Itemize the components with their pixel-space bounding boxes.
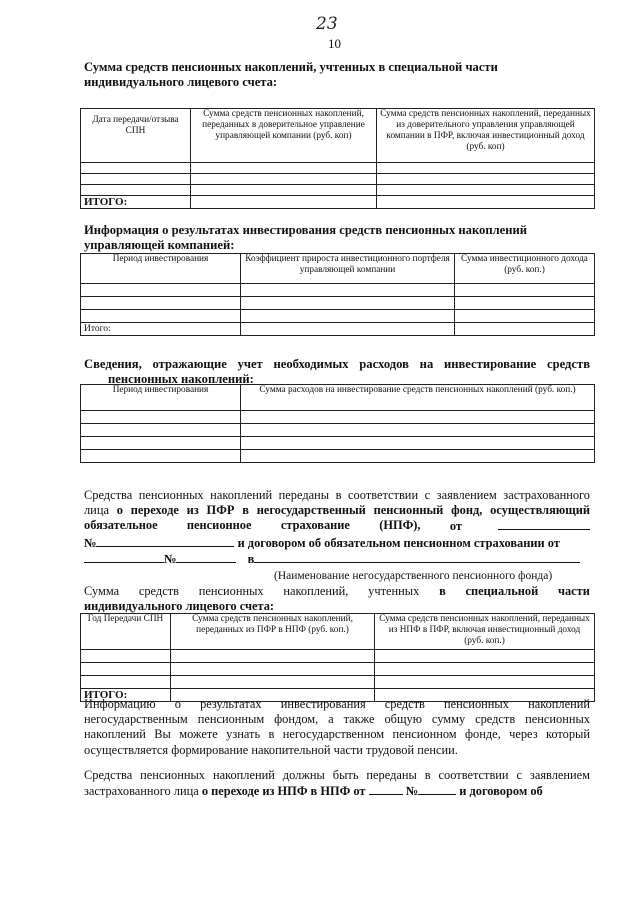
section3-table <box>80 384 595 463</box>
section4-heading <box>84 584 590 614</box>
contract-number-blank[interactable] <box>176 551 236 563</box>
info-line2: негосударственным пенсионным фондом, а также общую сумму средств пенсионных <box>84 712 590 727</box>
section2-table <box>80 253 595 336</box>
table-row <box>81 411 595 424</box>
info-line3: накоплений Вы можете узнать в негосударственном пенсионном фонде, через который <box>84 727 590 742</box>
table-row <box>81 284 595 297</box>
section1-total-label: ИТОГО: <box>81 196 191 209</box>
npf-number-blank[interactable] <box>418 783 456 795</box>
date-blank[interactable] <box>498 518 590 530</box>
section1-table <box>80 108 595 209</box>
info-paragraph <box>84 697 590 758</box>
transfer-line3: обязательное пенсионное страхование (НПФ), от <box>84 518 590 534</box>
npf-date-blank[interactable] <box>369 783 403 795</box>
section2-col-period: Период инвестирования <box>81 254 241 284</box>
transfer-paragraph <box>84 488 590 584</box>
page-number: 10 <box>328 36 341 51</box>
table-row <box>81 424 595 437</box>
final-line2: застрахованного лица о переходе из НПФ в НПФ от № и договором об <box>84 784 543 799</box>
table-row <box>81 185 595 196</box>
transfer-line2: лица о переходе из ПФР в негосударственный пенсионный фонд, осуществляющий <box>84 503 590 518</box>
section1-heading <box>84 60 564 90</box>
section4-total-label: ИТОГО: <box>81 689 171 702</box>
section4-col-year: Год Передачи СПН <box>81 614 171 650</box>
section2-heading-line2: управляющей компанией: <box>84 238 235 252</box>
section4-heading-line1: Сумма средств пенсионных накоплений, учтенных в специальной части <box>84 584 590 598</box>
section2-col-coefficient: Коэффициент прироста инвестиционного портфеля управляющей компании <box>241 254 455 284</box>
section4-col-to-npf: Сумма средств пенсионных накоплений, переданных из ПФР в НПФ (руб. коп.) <box>171 614 375 650</box>
table-row <box>81 676 595 689</box>
statement-number-blank[interactable] <box>96 535 234 547</box>
table-row <box>81 310 595 323</box>
section3-heading-line1: Сведения, отражающие учет необходимых расходов на инвестирование средств <box>84 357 590 371</box>
table-row <box>81 297 595 310</box>
transfer-line5: № в <box>84 551 590 567</box>
section4-table <box>80 613 595 702</box>
section2-heading <box>84 223 564 253</box>
section3-heading <box>84 357 590 387</box>
section4-col-to-pfr: Сумма средств пенсионных накоплений, переданных из НПФ в ПФР, включая инвестиционный доход (руб. коп.) <box>375 614 595 650</box>
transfer-line1: Средства пенсионных накоплений переданы в соответствии с заявлением застрахованного <box>84 488 590 502</box>
contract-date-blank[interactable] <box>84 551 164 563</box>
fund-name-blank[interactable] <box>254 551 580 563</box>
info-line1: Информацию о результатах инвестирования средств пенсионных накоплений <box>84 697 590 711</box>
section1-heading-line1: Сумма средств пенсионных накоплений, учтенных в специальной части <box>84 60 498 74</box>
section2-col-income: Сумма инвестиционного дохода (руб. коп.) <box>455 254 595 284</box>
table-row <box>81 163 595 174</box>
section1-col-returned: Сумма средств пенсионных накоплений, переданных из доверительного управления управляющей компании в ПФР, включая инвестиционный доход (руб. коп) <box>377 109 595 163</box>
table-row <box>81 650 595 663</box>
section1-heading-line2: индивидуального лицевого счета: <box>84 75 278 89</box>
section2-total-label: Итого: <box>81 323 241 336</box>
table-row <box>81 174 595 185</box>
section3-col-expenses: Сумма расходов на инвестирование средств пенсионных накоплений (руб. коп.) <box>241 385 595 411</box>
table-row <box>81 450 595 463</box>
section3-col-period: Период инвестирования <box>81 385 241 411</box>
info-line4: осуществляется формирование накопительной части трудовой пенсии. <box>84 742 458 757</box>
transfer-line4: № и договором об обязательном пенсионном страховании от <box>84 535 560 550</box>
section4-heading-line2: индивидуального лицевого счета: <box>84 599 275 614</box>
final-line1: Средства пенсионных накоплений должны быть переданы в соответствии с заявлением <box>84 768 590 782</box>
handwritten-page-number: 23 <box>316 14 338 34</box>
final-paragraph <box>84 768 590 799</box>
section2-heading-line1: Информация о результатах инвестирования средств пенсионных накоплений <box>84 223 528 237</box>
section3-heading-line2: пенсионных накоплений: <box>108 372 254 386</box>
section1-col-date: Дата передачи/отзыва СПН <box>81 109 191 163</box>
section1-col-transferred: Сумма средств пенсионных накоплений, переданных в доверительное управление управляющей компании (руб. коп) <box>191 109 377 163</box>
fund-name-caption: (Наименование негосударственного пенсионного фонда) <box>274 570 553 583</box>
table-row <box>81 437 595 450</box>
table-row <box>81 663 595 676</box>
